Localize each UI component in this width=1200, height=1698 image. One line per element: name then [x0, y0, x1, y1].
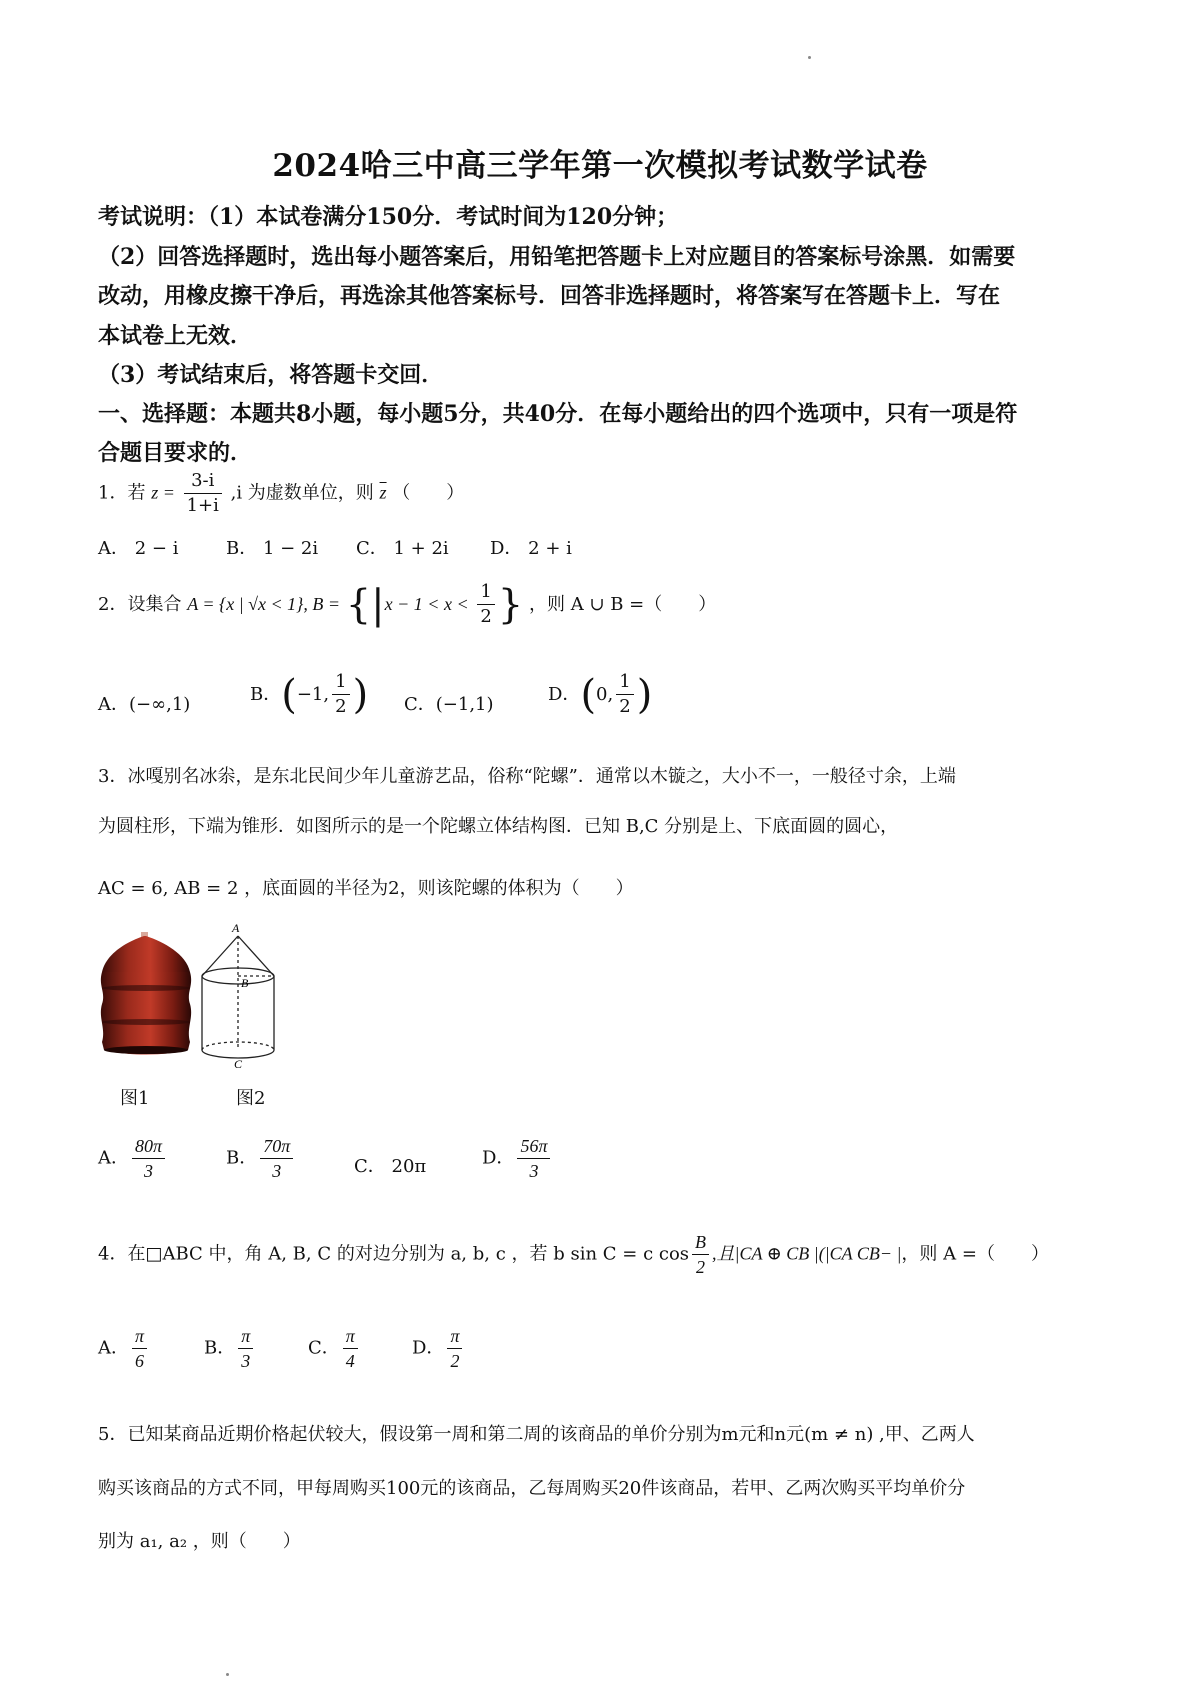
q2-option-b-lparen: (	[281, 672, 297, 718]
q4-b-den: 2	[696, 1256, 706, 1277]
q2-right-brace: }	[497, 582, 524, 628]
scan-speck	[226, 1673, 229, 1676]
cone-right-edge	[238, 936, 274, 976]
q3-option-a-label: A．	[98, 1147, 129, 1169]
page-title: 2024哈三中高三学年第一次模拟考试数学试卷	[272, 148, 928, 184]
q3-option-b-label: B．	[226, 1147, 258, 1169]
figure-1-caption: 图1	[120, 1088, 150, 1109]
q4-option-d-num: π	[447, 1326, 462, 1349]
q1-option-a: A． 2 − i	[98, 538, 179, 559]
q4-option-d-label: D．	[412, 1337, 445, 1359]
q4-option-b	[204, 1326, 256, 1371]
q2-option-d-label: D．	[548, 684, 581, 705]
q2-option-b-label: B．	[250, 684, 282, 705]
q4-option-a	[98, 1326, 150, 1371]
q4-option-a-den: 6	[135, 1350, 145, 1371]
q3-option-b	[226, 1136, 296, 1181]
instructions-line-4: 本试卷上无效．	[98, 323, 253, 349]
cone-left-edge	[202, 936, 238, 976]
q4-option-d-den: 2	[450, 1350, 460, 1371]
q3-option-b-fraction	[260, 1136, 293, 1181]
q2-half-num: 1	[477, 582, 494, 605]
q1-frac-denominator: 1+i	[186, 494, 219, 516]
q2-option-b-rparen: )	[352, 672, 369, 718]
q3-line-3: AC = 6, AB = 2 ，底面圆的半径为2，则该陀螺的体积为（ ）	[98, 878, 634, 899]
q2-half-fraction	[477, 582, 494, 627]
q2-option-d	[548, 672, 652, 718]
q2-tail: ，则 A ∪ B =（ ）	[528, 594, 717, 615]
q1-z-conjugate: $\overline{z}$	[379, 482, 387, 503]
instructions-line-3: 改动，用橡皮擦干净后，再选涂其他答案标号．回答非选择题时，将答案写在答题卡上．写在	[98, 283, 1001, 309]
label-b: B	[241, 976, 249, 990]
q4-option-c-num: π	[343, 1326, 358, 1349]
q2-option-b-text: −1,	[296, 684, 330, 705]
q2-option-a: A．(−∞,1)	[98, 694, 191, 715]
q4-option-c-label: C．	[308, 1337, 340, 1359]
spinning-top-photo	[96, 930, 196, 1060]
q1-frac-numerator: 3-i	[184, 471, 222, 494]
q4-tail: ，则 A =（ ）	[901, 1243, 1049, 1265]
q2-option-d-fraction	[616, 672, 633, 717]
q2-option-b-num: 1	[332, 672, 349, 695]
q2-number: 2．设集合	[98, 594, 182, 615]
q3-option-a-fraction	[132, 1136, 165, 1181]
q4-option-c	[308, 1326, 361, 1371]
spinning-top-diagram	[194, 920, 304, 1070]
q3-option-c: C． 20π	[354, 1156, 427, 1177]
q2-option-d-den: 2	[619, 696, 631, 717]
q1-answer-paren: （ ）	[392, 482, 465, 504]
q3-option-d	[482, 1136, 553, 1181]
q4-option-d	[412, 1326, 465, 1371]
q3-option-b-num: 70π	[260, 1136, 293, 1159]
q4-b-half-fraction	[692, 1232, 709, 1277]
q5-line-3: 别为 a₁, a₂ ，则（ ）	[98, 1531, 301, 1552]
q4-option-b-label: B．	[204, 1337, 236, 1359]
q3-option-a-num: 80π	[132, 1136, 165, 1159]
q4-option-b-num: π	[238, 1326, 253, 1349]
question-1	[98, 471, 464, 516]
q5-line-2: 购买该商品的方式不同，甲每周购买100元的该商品，乙每周购买20件该商品，若甲、乙两次购买平均单价分	[98, 1478, 966, 1499]
q1-fraction	[184, 471, 222, 516]
q2-set-a: A = {x | √x < 1}, B =	[187, 594, 340, 614]
q3-option-d-fraction	[517, 1136, 550, 1181]
q3-option-a-den: 3	[144, 1160, 154, 1181]
q2-option-d-rparen: )	[636, 672, 653, 718]
q1-option-d: D． 2 + i	[490, 538, 572, 559]
q1-after: ,i 为虚数单位，则	[230, 482, 374, 504]
q4-option-c-fraction	[343, 1326, 358, 1371]
q4-option-a-label: A．	[98, 1337, 129, 1359]
q3-option-a	[98, 1136, 168, 1181]
section-header-line-2: 合题目要求的．	[98, 440, 253, 466]
q1-z-equals: z =	[151, 482, 175, 503]
q3-line-1: 3．冰嘎别名冰尜，是东北民间少年儿童游艺品，俗称“陀螺”．通常以木镟之，大小不一，一般径寸余，上端	[98, 766, 956, 787]
section-header-line-1: 一、选择题：本题共8小题，每小题5分，共40分．在每小题给出的四个选项中，只有一项是符	[98, 401, 1018, 427]
q3-option-b-den: 3	[272, 1160, 282, 1181]
q4-option-a-num: π	[132, 1326, 147, 1349]
instructions-line-2: （2）回答选择题时，选出每小题答案后，用铅笔把答题卡上对应题目的答案标号涂黑．如需要	[98, 244, 1016, 270]
q1-number: 1．若	[98, 482, 146, 504]
q3-option-d-num: 56π	[517, 1136, 550, 1159]
label-c: C	[234, 1057, 243, 1070]
q1-option-c: C． 1 + 2i	[356, 538, 449, 559]
q1-option-b: B． 1 − 2i	[226, 538, 319, 559]
q2-option-b-den: 2	[335, 696, 347, 717]
q4-pre: 4．在□ABC 中，角 A, B, C 的对边分别为 a, b, c ，若 b sin C = c cos	[98, 1243, 690, 1265]
label-a: A	[232, 921, 240, 935]
q4-option-b-den: 3	[241, 1350, 251, 1371]
q3-line-2: 为圆柱形，下端为锥形．如图所示的是一个陀螺立体结构图．已知 B,C 分别是上、下底面圆的圆心，	[98, 816, 899, 837]
scan-speck	[808, 56, 811, 59]
q2-option-d-lparen: (	[580, 672, 597, 718]
figure-2-caption: 图2	[236, 1088, 266, 1109]
q4-option-a-fraction	[132, 1326, 147, 1371]
q4-option-d-fraction	[447, 1326, 462, 1371]
q2-option-b-fraction	[332, 672, 349, 717]
instructions-line-1: 考试说明：（1）本试卷满分150分．考试时间为120分钟；	[98, 204, 679, 230]
q3-option-d-label: D．	[482, 1147, 515, 1169]
question-2	[98, 582, 716, 628]
q2-option-b	[250, 672, 368, 718]
q3-option-d-den: 3	[529, 1160, 539, 1181]
instructions-line-5: （3）考试结束后，将答题卡交回．	[98, 362, 444, 388]
q2-option-c: C．(−1,1)	[404, 694, 494, 715]
question-4	[98, 1232, 1049, 1277]
q2-set-b-inner: x − 1 < x <	[384, 594, 469, 614]
q2-option-d-num: 1	[616, 672, 633, 695]
q4-option-c-den: 4	[345, 1350, 355, 1371]
q2-option-d-text: 0,	[596, 684, 614, 705]
q4-b-num: B	[692, 1232, 709, 1255]
q2-left-brace: {|	[345, 582, 385, 628]
q5-line-1: 5．已知某商品近期价格起伏较大，假设第一周和第二周的该商品的单价分别为m元和n元(m ≠ n) ,甲、乙两人	[98, 1424, 975, 1445]
q4-vector-condition: ,且|CA ⊕ CB |(|CA CB− |	[712, 1243, 902, 1264]
q4-option-b-fraction	[238, 1326, 253, 1371]
q2-half-den: 2	[480, 606, 492, 627]
